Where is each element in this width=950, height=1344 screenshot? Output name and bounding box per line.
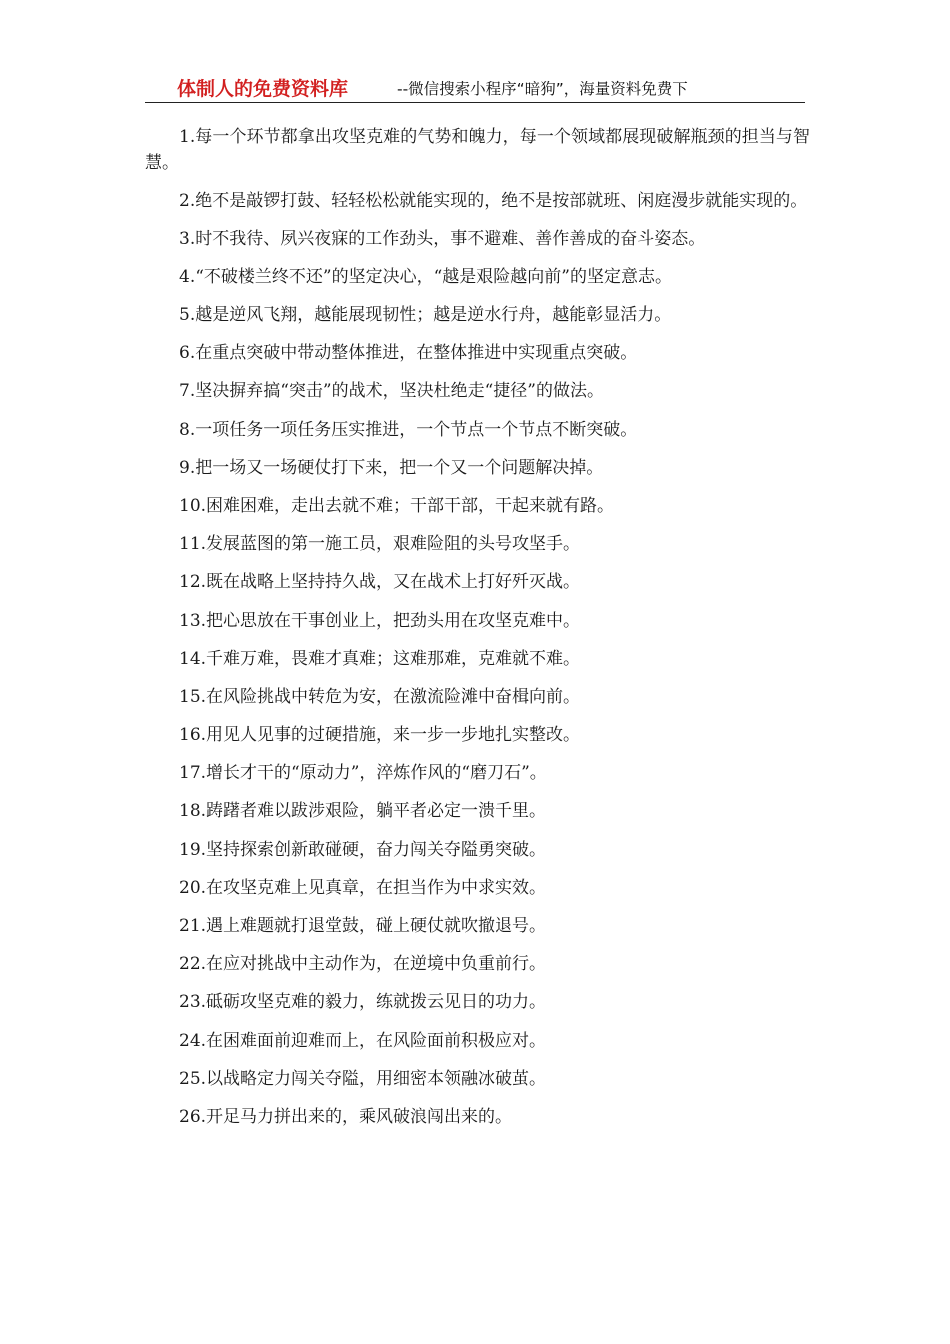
- header-brand: 体制人的免费资料库: [177, 78, 349, 100]
- list-item: 26.开足马力拼出来的，乘风破浪闯出来的。: [179, 1106, 513, 1127]
- list-item: 15.在风险挑战中转危为安，在激流险滩中奋楫向前。: [179, 686, 581, 707]
- page-header: [145, 72, 805, 103]
- list-item: 16.用见人见事的过硬措施，来一步一步地扎实整改。: [179, 725, 581, 746]
- list-item: 12.既在战略上坚持持久战，又在战术上打好歼灭战。: [179, 572, 581, 593]
- list-item: 4.“不破楼兰终不还”的坚定决心，“越是艰险越向前”的坚定意志。: [179, 267, 672, 287]
- list-item: 14.千难万难，畏难才真难；这难那难，克难就不难。: [179, 648, 581, 669]
- list-item: 13.把心思放在干事创业上，把劲头用在攻坚克难中。: [179, 610, 581, 631]
- list-item: 23.砥砺攻坚克难的毅力，练就拨云见日的功力。: [179, 992, 547, 1013]
- list-item: 3.时不我待、夙兴夜寐的工作劲头，事不避难、善作善成的奋斗姿态。: [179, 229, 706, 249]
- list-item: 18.踌躇者难以跋涉艰险，躺平者必定一溃千里。: [179, 801, 547, 822]
- list-item: 10.困难困难，走出去就不难；干部干部，干起来就有路。: [179, 495, 615, 516]
- document-body: [145, 124, 810, 1142]
- list-item: 5.越是逆风飞翔，越能展现韧性；越是逆水行舟，越能彰显活力。: [179, 305, 672, 325]
- list-item: 7.坚决摒弃搞“突击”的战术，坚决杜绝走“捷径”的做法。: [179, 381, 604, 402]
- list-item: 6.在重点突破中带动整体推进，在整体推进中实现重点突破。: [179, 343, 638, 364]
- list-item: 19.坚持探索创新敢碰硬，奋力闯关夺隘勇突破。: [179, 839, 547, 860]
- list-item: 11.发展蓝图的第一施工员，艰难险阻的头号攻坚手。: [179, 534, 581, 555]
- list-item: 2.绝不是敲锣打鼓、轻轻松松就能实现的，绝不是按部就班、闲庭漫步就能实现的。: [179, 191, 808, 211]
- list-item: 24.在困难面前迎难而上，在风险面前积极应对。: [179, 1030, 547, 1051]
- list-item: 8.一项任务一项任务压实推进，一个节点一个节点不断突破。: [179, 419, 638, 440]
- list-item: 9.把一场又一场硬仗打下来，把一个又一个问题解决掉。: [179, 457, 604, 478]
- list-item: 25.以战略定力闯关夺隘，用细密本领融冰破茧。: [179, 1068, 547, 1089]
- list-item: 21.遇上难题就打退堂鼓，碰上硬仗就吹撤退号。: [179, 916, 547, 936]
- list-item: 1.每一个环节都拿出攻坚克难的气势和魄力，每一个领域都展现破解瓶颈的担当与智慧。: [145, 127, 810, 173]
- list-item: 20.在攻坚克难上见真章，在担当作为中求实效。: [179, 877, 547, 898]
- header-tagline: --微信搜索小程序“暗狗”，海量资料免费下: [397, 80, 688, 98]
- list-item: 17.增长才干的“原动力”，淬炼作风的“磨刀石”。: [179, 763, 547, 784]
- list-item: 22.在应对挑战中主动作为，在逆境中负重前行。: [179, 954, 547, 975]
